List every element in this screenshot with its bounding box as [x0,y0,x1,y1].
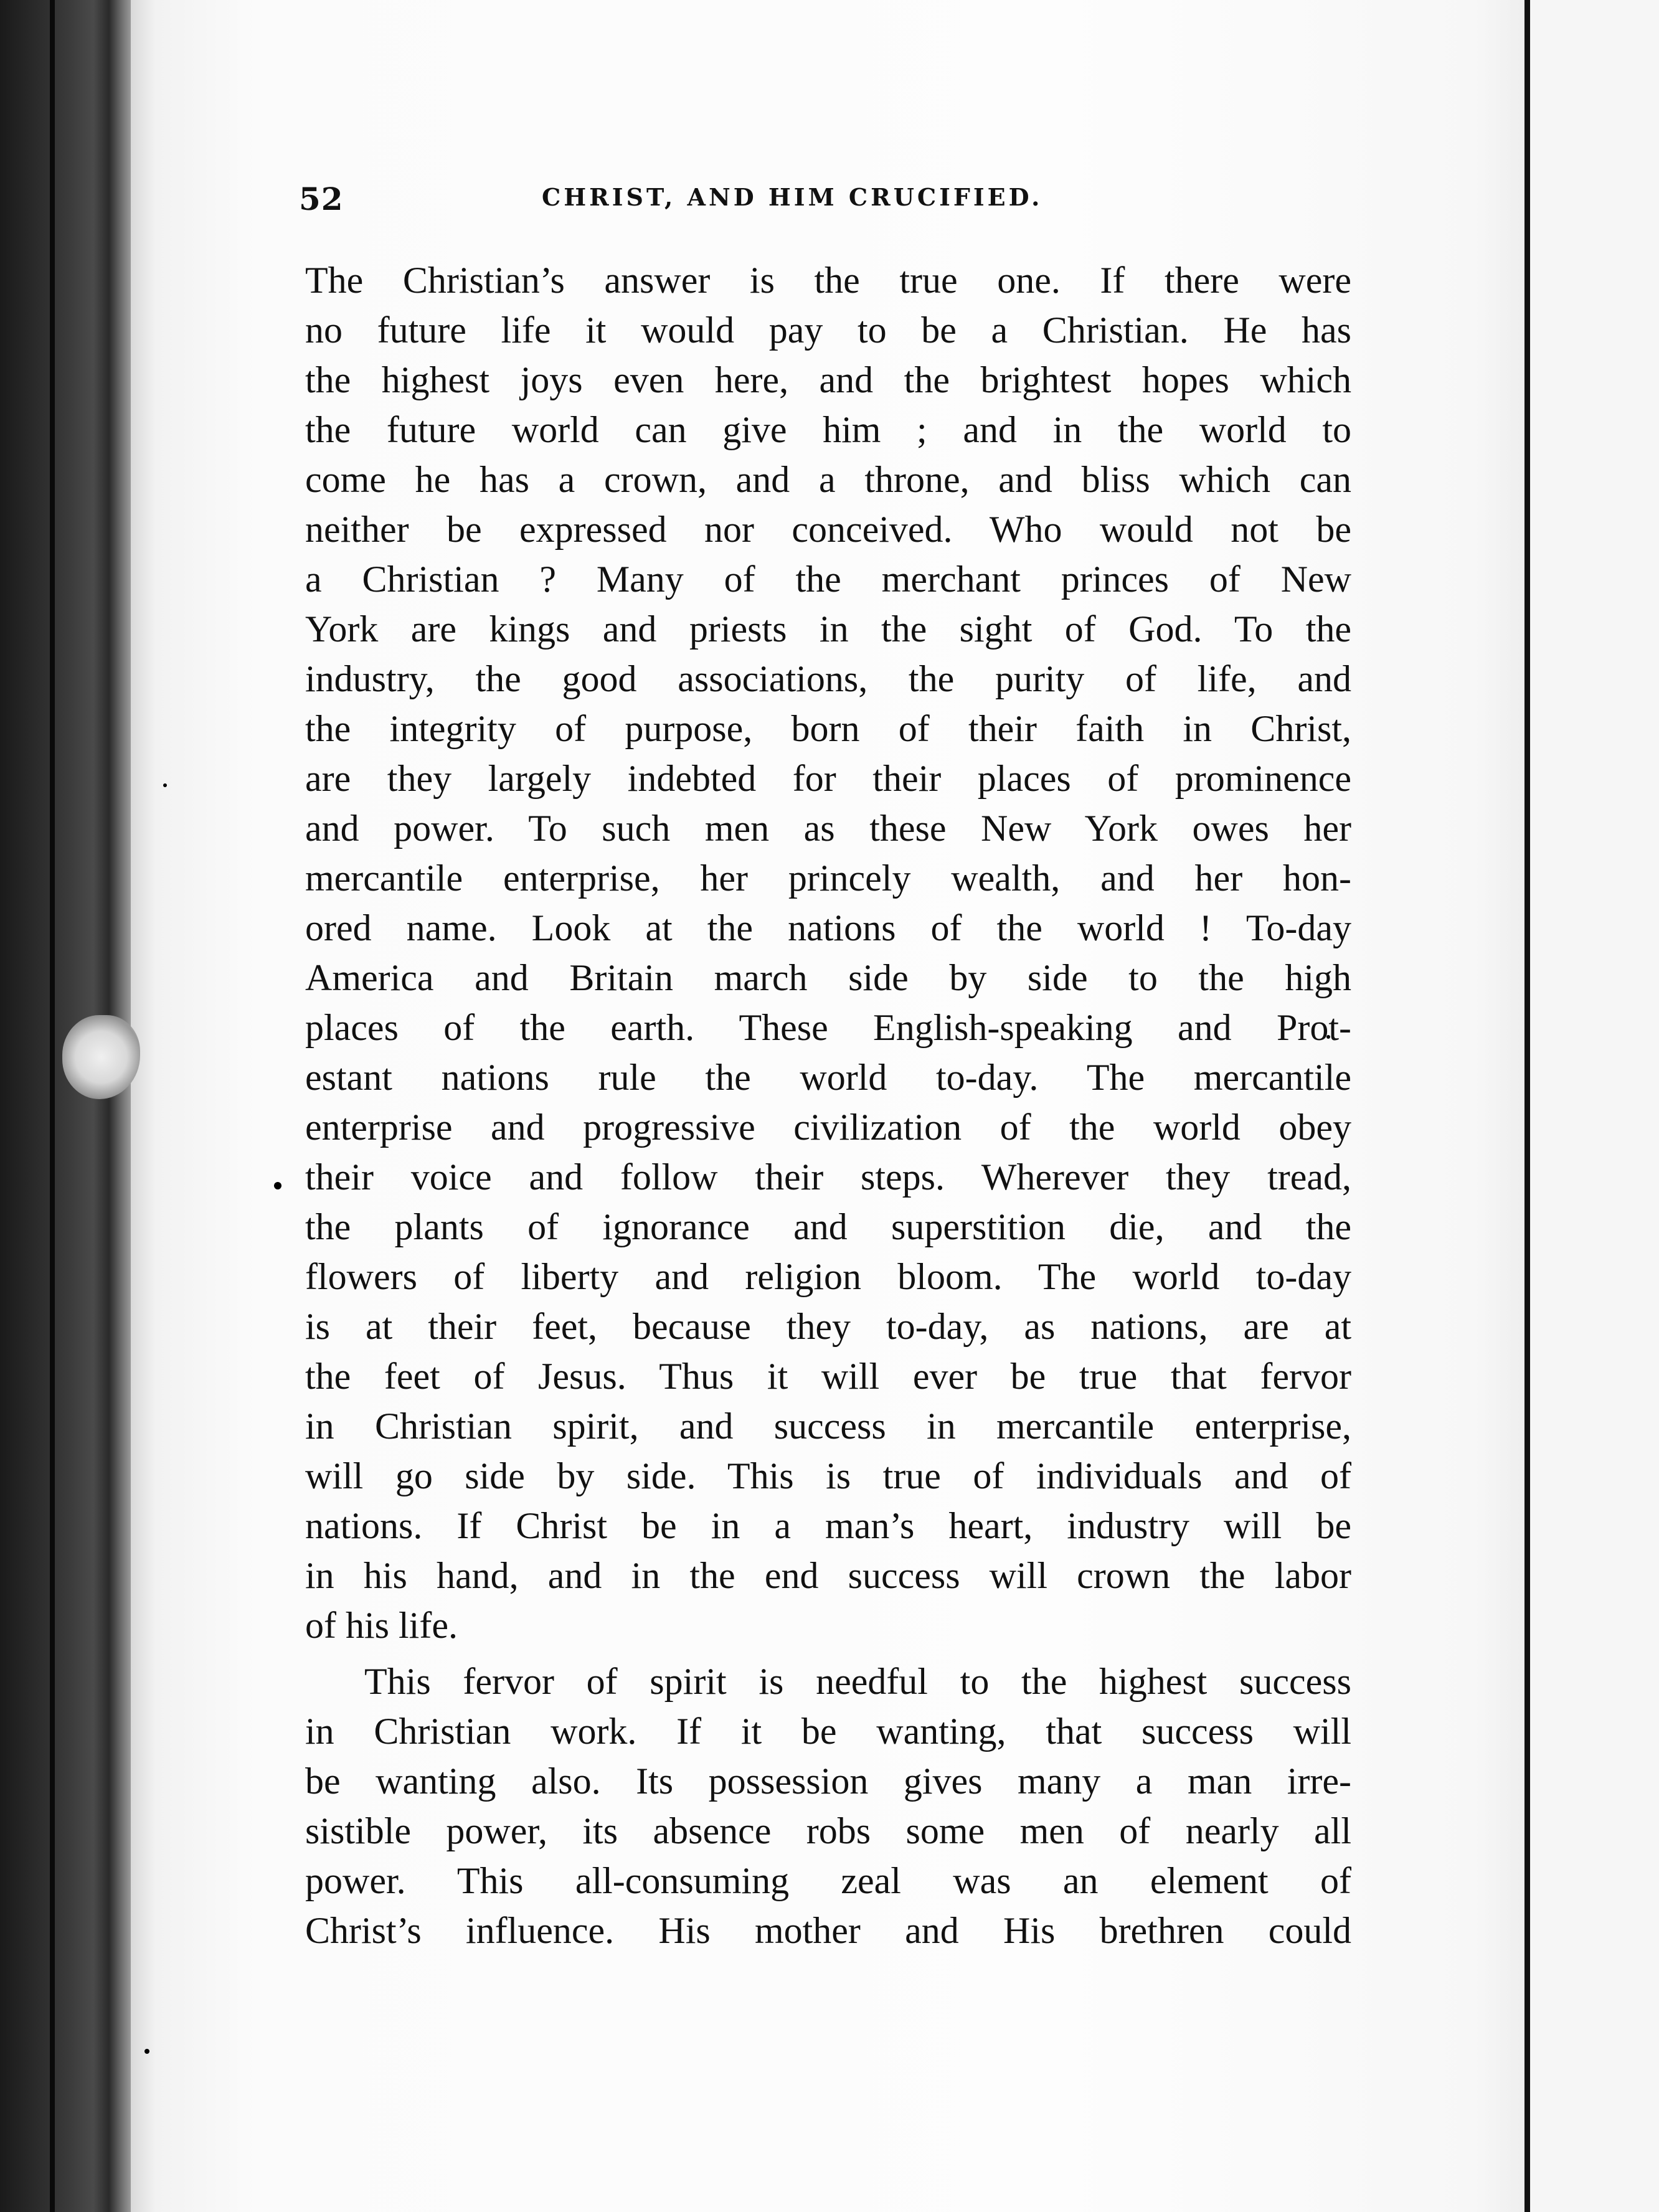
text-line: mercantile enterprise, her princely wealth, and her hon- [305,858,1351,899]
text-line: a Christian ? Many of the merchant princes of New [305,559,1351,600]
text-line: the future world can give him ; and in the world to [305,409,1351,450]
text-line: places of the earth. These English-speaking and Prot- [305,1007,1351,1048]
text-line: nations. If Christ be in a man’s heart, industry will be [305,1505,1351,1546]
text-line: the integrity of purpose, born of their faith in Christ, [305,708,1351,749]
text-line: America and Britain march side by side to the high [305,957,1351,998]
text-line: in his hand, and in the end success will crown the labor [305,1555,1351,1596]
text-line: Christ’s influence. His mother and His brethren could [305,1910,1351,1951]
paragraph [305,255,1351,1650]
text-line: in Christian spirit, and success in mercantile enterprise, [305,1406,1351,1447]
text-line: is at their feet, because they to-day, as nations, are at [305,1306,1351,1347]
text-line: neither be expressed nor conceived. Who would not be [305,509,1351,550]
ink-speck [144,2049,149,2054]
text-line: ored name. Look at the nations of the world ! To-day [305,907,1351,948]
text-line: The Christian’s answer is the true one. If there were [305,260,1351,301]
page-edge-rule [1524,0,1530,2212]
text-line: York are kings and priests in the sight of God. To the [305,608,1351,650]
text-line: power. This all-consuming zeal was an element of [305,1860,1351,1901]
body-text [305,255,1351,1955]
running-title: CHRIST, AND HIM CRUCIFIED. [542,183,1043,211]
text-line: their voice and follow their steps. Wherever they tread, [305,1156,1351,1198]
ink-speck [274,1182,281,1189]
binding-shadow-line [50,0,55,2212]
adjacent-page-strip [1530,0,1659,2212]
ink-speck [163,783,167,787]
text-line: are they largely indebted for their places of prominence [305,758,1351,799]
text-line: and power. To such men as these New York owes her [305,808,1351,849]
text-line: in Christian work. If it be wanting, that success will [305,1711,1351,1752]
text-line: estant nations rule the world to-day. The mercantile [305,1057,1351,1098]
paragraph [305,1657,1351,1955]
text-line: sistible power, its absence robs some men of nearly all [305,1810,1351,1851]
text-line: flowers of liberty and religion bloom. The world to-day [305,1256,1351,1297]
text-line: industry, the good associations, the purity of life, and [305,658,1351,699]
text-line: the plants of ignorance and superstition die, and the [305,1206,1351,1247]
text-line: be wanting also. Its possession gives many a man irre- [305,1761,1351,1802]
text-line: This fervor of spirit is needful to the highest success [364,1661,1351,1702]
book-binding-edge [0,0,131,2212]
text-line: of his life. [305,1605,458,1646]
text-line: come he has a crown, and a throne, and bliss which can [305,459,1351,500]
text-line: enterprise and progressive civilization of the world obey [305,1107,1351,1148]
running-head [299,181,1370,224]
text-line: will go side by side. This is true of individuals and of [305,1455,1351,1496]
text-line: the feet of Jesus. Thus it will ever be true that fervor [305,1356,1351,1397]
text-line: no future life it would pay to be a Christian. He has [305,310,1351,351]
paragraph-gap [305,1650,1351,1657]
text-line: the highest joys even here, and the brightest hopes which [305,359,1351,400]
page-number: 52 [299,181,344,217]
